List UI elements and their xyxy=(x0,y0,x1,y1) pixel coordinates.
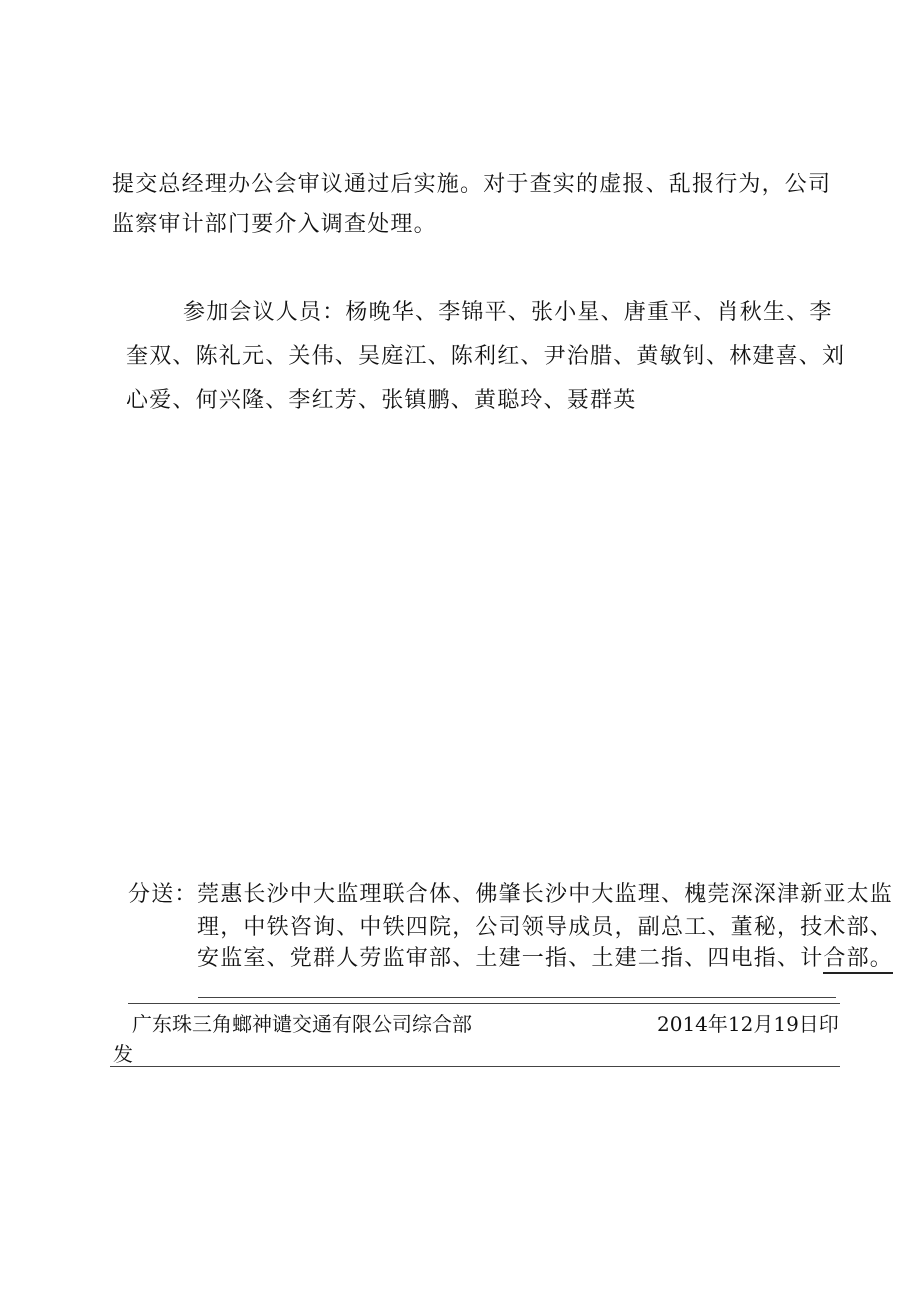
divider-top xyxy=(128,1003,840,1004)
attendees-line-1: 参加会议人员：杨晚华、李锦平、张小星、唐重平、肖秋生、李 xyxy=(183,300,833,325)
distribution-label: 分送： xyxy=(128,882,198,907)
divider-inner xyxy=(198,997,836,998)
distribution-line-2: 理，中铁咨询、中铁四院，公司领导成员，副总工、董秘，技术部、 xyxy=(197,915,894,940)
attendees-line-2: 奎双、陈礼元、关伟、吴庭江、陈利红、尹治腊、黄敏钊、林建喜、刘 xyxy=(126,344,846,369)
issue-date: 2014年12月19日印 xyxy=(657,1012,839,1036)
distribution-line-3-main: 安监室、党群人劳监审部、土建一指、土建二指、四电指、计 xyxy=(197,946,824,971)
paragraph-line-2: 监察审计部门要介入调查处理。 xyxy=(112,212,437,237)
paragraph-line-1: 提交总经理办公会审议通过后实施。对于查实的虚报、乱报行为，公司 xyxy=(112,172,832,197)
issue-date-wrap: 发 xyxy=(113,1042,133,1066)
distribution-line-1: 莞惠长沙中大监理联合体、佛肇长沙中大监理、槐莞深深津新亚太监 xyxy=(197,882,894,907)
divider-bottom xyxy=(110,1066,840,1067)
distribution-line-3-underlined: 合部。 xyxy=(823,946,893,974)
issuer: 广东珠三角螂神谴交通有限公司综合部 xyxy=(132,1012,472,1036)
attendees-line-3: 心爱、何兴隆、李红芳、张镇鹏、黄聪玲、聂群英 xyxy=(126,388,637,413)
distribution-line-3 xyxy=(197,944,893,974)
